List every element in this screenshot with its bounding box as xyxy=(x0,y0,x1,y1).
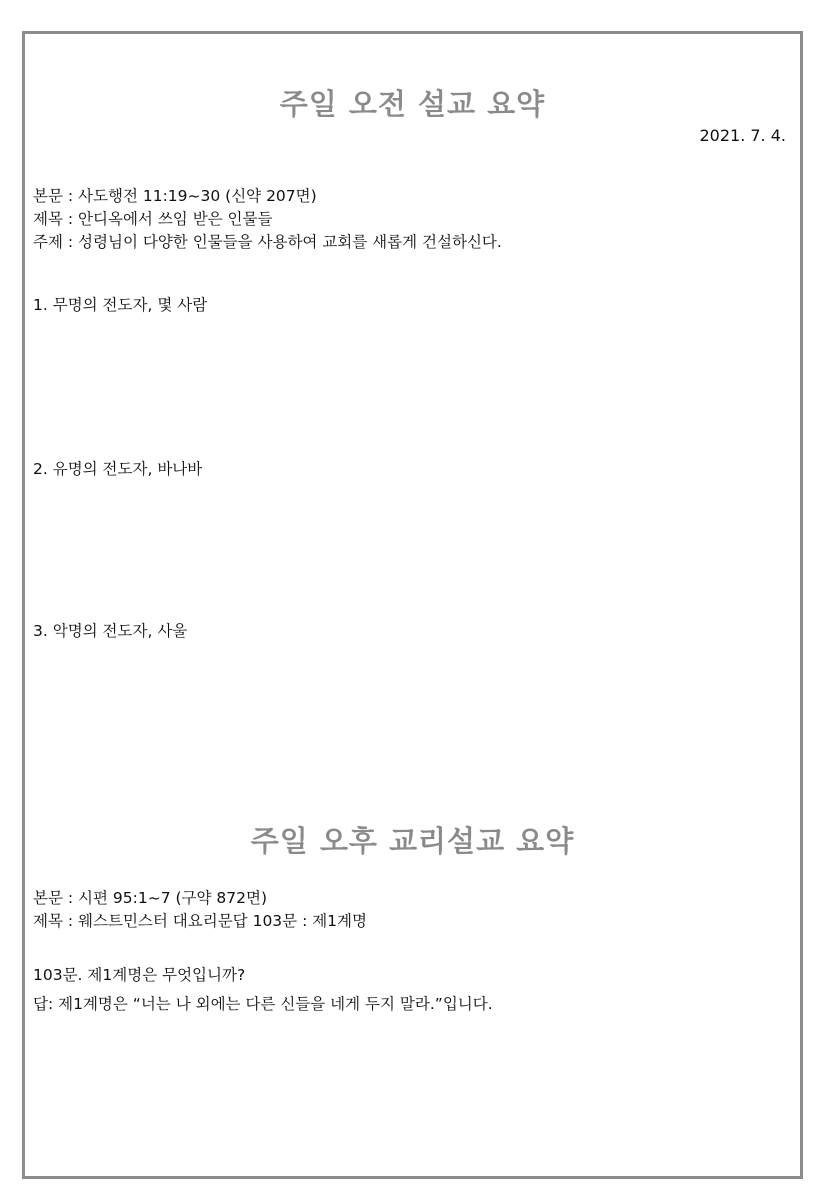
sermon-date: 2021. 7. 4. xyxy=(699,126,786,145)
afternoon-sermon-info xyxy=(33,887,788,933)
catechism-answer: 답: 제1계명은 “너는 나 외에는 다른 신들을 네게 두지 말라.”입니다. xyxy=(33,995,493,1013)
sermon-point-2: 2. 유명의 전도자, 바나바 xyxy=(33,460,203,478)
afternoon-scripture: 본문 : 시편 95:1~7 (구약 872면) xyxy=(33,889,268,907)
afternoon-sermon-subject: 제목 : 웨스트민스터 대요리문답 103문 : 제1계명 xyxy=(33,912,367,930)
document-page xyxy=(22,31,803,1179)
morning-sermon-subject: 제목 : 안디옥에서 쓰임 받은 인물들 xyxy=(33,210,273,228)
catechism-question: 103문. 제1계명은 무엇입니까? xyxy=(33,966,246,984)
morning-scripture: 본문 : 사도행전 11:19~30 (신약 207면) xyxy=(33,187,317,205)
morning-sermon-title: 주일 오전 설교 요약 xyxy=(279,87,546,121)
catechism-qa xyxy=(33,961,788,1019)
morning-sermon-info xyxy=(33,185,788,254)
sermon-point-3: 3. 악명의 전도자, 사울 xyxy=(33,622,188,640)
sermon-point-1: 1. 무명의 전도자, 몇 사람 xyxy=(33,296,208,314)
morning-sermon-theme: 주제 : 성령님이 다양한 인물들을 사용하여 교회를 새롭게 건설하신다. xyxy=(33,233,502,251)
afternoon-sermon-title: 주일 오후 교리설교 요약 xyxy=(250,824,575,858)
